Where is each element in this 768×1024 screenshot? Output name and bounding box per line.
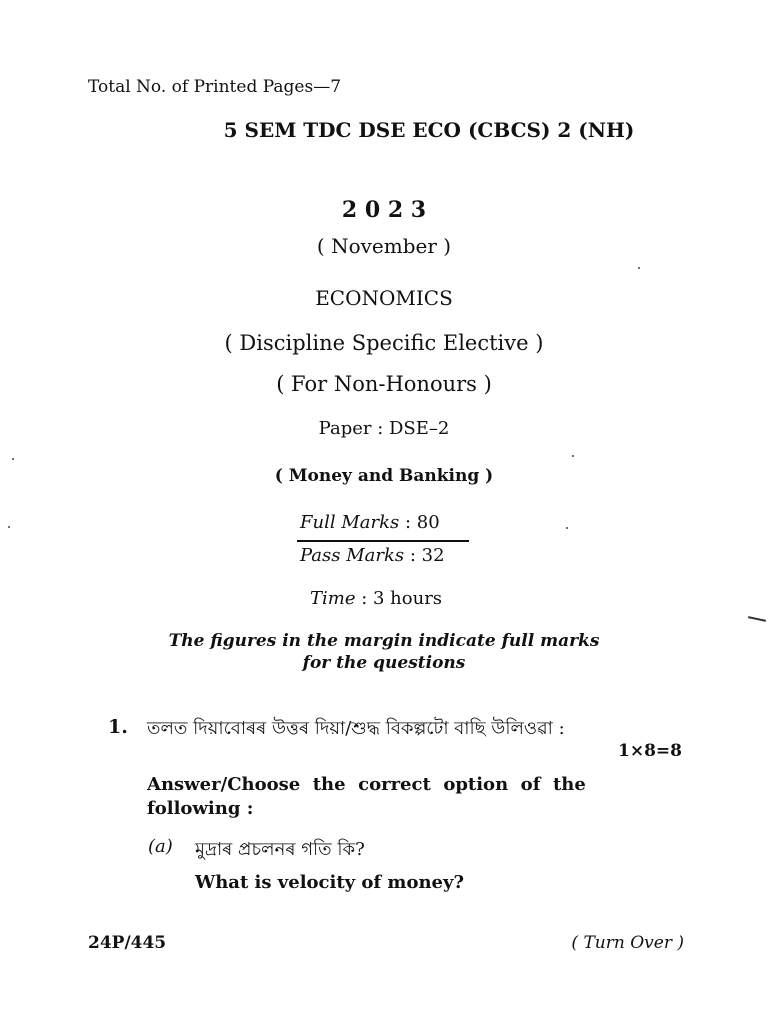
full-marks bbox=[300, 512, 440, 533]
question-english-2: following : bbox=[147, 798, 254, 819]
time-label: Time bbox=[310, 588, 356, 609]
part-a-assamese: মুদ্ৰাৰ প্ৰচলনৰ গতি কি? bbox=[195, 839, 365, 860]
time-value: : 3 hours bbox=[361, 588, 443, 609]
turn-over: ( Turn Over ) bbox=[571, 933, 684, 953]
part-a-english: What is velocity of money? bbox=[195, 872, 464, 893]
paper: Paper : DSE–2 bbox=[318, 418, 450, 439]
scan-speck bbox=[8, 526, 10, 528]
printed-pages: Total No. of Printed Pages—7 bbox=[88, 77, 342, 97]
course-code: 5 SEM TDC DSE ECO (CBCS) 2 (NH) bbox=[223, 118, 635, 142]
scan-speck bbox=[566, 527, 568, 529]
scan-speck bbox=[572, 455, 574, 457]
level: ( For Non-Honours ) bbox=[276, 372, 492, 396]
subject: ECONOMICS bbox=[315, 286, 453, 310]
marks-divider bbox=[297, 540, 469, 542]
exam-year: 2 0 2 3 bbox=[341, 197, 427, 223]
scan-speck bbox=[638, 267, 640, 269]
instruction-line-2: for the questions bbox=[302, 653, 466, 673]
full-marks-label: Full Marks bbox=[300, 512, 400, 533]
scan-speck bbox=[12, 458, 14, 460]
pass-marks-label: Pass Marks bbox=[300, 545, 405, 566]
paper-title: ( Money and Banking ) bbox=[274, 466, 494, 486]
question-english-1: Answer/Choose the correct option of the bbox=[147, 774, 586, 795]
scan-mark bbox=[748, 616, 766, 622]
question-number: 1. bbox=[108, 716, 128, 738]
footer-code: 24P/445 bbox=[88, 933, 167, 953]
exam-month: ( November ) bbox=[316, 234, 452, 258]
full-marks-value: : 80 bbox=[404, 512, 440, 533]
pass-marks-value: : 32 bbox=[409, 545, 445, 566]
category: ( Discipline Specific Elective ) bbox=[224, 331, 544, 355]
pass-marks bbox=[300, 545, 445, 566]
part-a-label: (a) bbox=[148, 836, 173, 857]
question-assamese: তলত দিয়াবোৰৰ উত্তৰ দিয়া/শুদ্ধ বিকল্পটো বাছি উলিওৱা : bbox=[147, 718, 565, 739]
time bbox=[310, 588, 442, 609]
instruction-line-1: The figures in the margin indicate full marks bbox=[168, 631, 600, 651]
question-marks: 1×8=8 bbox=[618, 741, 682, 761]
